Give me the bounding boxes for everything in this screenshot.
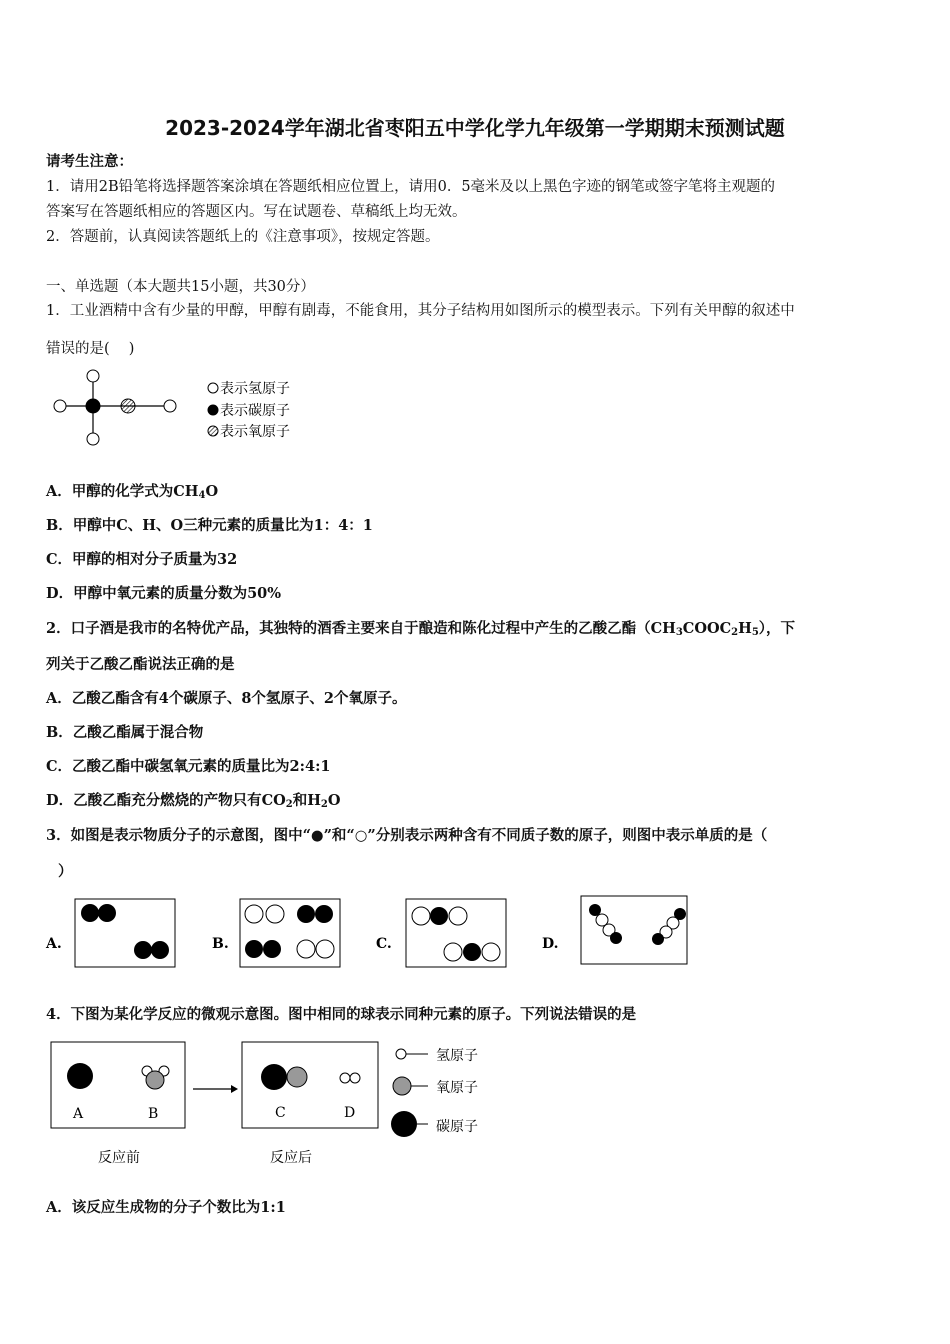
legend-hydrogen-label: 氢原子 — [436, 1048, 478, 1064]
q3-label-b: B. — [212, 936, 229, 952]
q4-after-box — [242, 1042, 378, 1128]
notice-heading: 请考生注意： — [46, 153, 133, 170]
hydrogen-atom — [54, 400, 66, 412]
notice-item-2: 2．答题前，认真阅读答题纸上的《注意事项》，按规定答题。 — [46, 229, 440, 245]
legend-hydrogen-icon — [208, 383, 218, 393]
legend-carbon-label: 碳原子 — [436, 1119, 478, 1135]
legend-oxygen-label: 表示氧原子 — [220, 424, 290, 440]
legend-oxygen-icon — [393, 1077, 411, 1095]
notice-item-1: 1．请用2B铅笔将选择题答案涂填在答题纸相应位置上，请用0．5毫米及以上黑色字迹的钢笔或签字笔将主观题的 — [46, 179, 776, 195]
q4-label-c: C — [275, 1105, 286, 1121]
hydrogen-atom — [87, 370, 99, 382]
carbon-atom — [86, 399, 100, 413]
q4-label-d: D — [344, 1105, 356, 1121]
q2-stem: 2．口子酒是我市的名特优产品，其独特的酒香主要来自于酿造和陈化过程中产生的乙酸乙酯$(CH_3COOC_2H_5)$，下 — [46, 620, 796, 638]
q3-label-a: A. — [46, 936, 62, 952]
q2-stem-cont: 列关于乙酸乙酯说法正确的是 — [46, 656, 235, 673]
q3-label-c: C. — [376, 936, 392, 952]
methanol-model-diagram — [46, 366, 306, 452]
oxygen-atom — [121, 399, 135, 413]
q3-stem-cont: ） — [58, 863, 73, 880]
q4-label-b: B — [148, 1106, 159, 1122]
q4-stem: 4．下图为某化学反应的微观示意图。图中相同的球表示同种元素的原子。下列说法错误的是 — [46, 1006, 637, 1023]
q1-option-b: B．甲醇中C、H、O三种元素的质量比为1：4：1 — [46, 517, 373, 534]
section-heading: 一、单选题（本大题共15小题，共30分） — [46, 279, 315, 295]
q3-label-d: D. — [542, 936, 559, 952]
carbon-atom — [67, 1063, 93, 1089]
q1-option-d: D．甲醇中氧元素的质量分数为50% — [46, 585, 282, 602]
page-title: 2023-2024学年湖北省枣阳五中学化学九年级第一学期期末预测试题 — [165, 116, 785, 140]
q3-stem: 3．如图是表示物质分子的示意图，图中“●”和“○”分别表示两种含有不同质子数的原子，则图中表示单质的是（ — [46, 827, 768, 844]
q4-label-a: A — [73, 1106, 84, 1122]
q2-option-b: B．乙酸乙酯属于混合物 — [46, 724, 204, 741]
q1-stem-cont: 错误的是( ) — [46, 341, 135, 357]
q1-option-a: A．甲醇的化学式为$CH_4O$ — [46, 483, 219, 501]
caption-after: 反应后 — [270, 1150, 312, 1166]
hydrogen-atom — [87, 433, 99, 445]
q2-option-a: A．乙酸乙酯含有4个碳原子、8个氢原子、2个氧原子。 — [46, 690, 407, 707]
legend-carbon-icon — [208, 405, 218, 415]
q3-molecule-options — [40, 893, 700, 973]
q1-option-c: C．甲醇的相对分子质量为32 — [46, 551, 238, 568]
q4-option-a: A．该反应生成物的分子个数比为1:1 — [46, 1199, 286, 1216]
legend-carbon-label: 表示碳原子 — [220, 403, 290, 419]
notice-item-1-cont: 答案写在答题纸相应的答题区内。写在试题卷、草稿纸上均无效。 — [46, 204, 467, 220]
q2-option-d: D．乙酸乙酯充分燃烧的产物只有$CO_2$和$H_2O$ — [46, 792, 341, 810]
hydrogen-atom — [164, 400, 176, 412]
legend-hydrogen-label: 表示氢原子 — [220, 381, 290, 397]
q2-option-c: C．乙酸乙酯中碳氢氧元素的质量比为2:4:1 — [46, 758, 331, 775]
legend-oxygen-icon — [208, 426, 218, 436]
legend-hydrogen-icon — [396, 1049, 406, 1059]
legend-oxygen-label: 氧原子 — [436, 1080, 478, 1096]
legend-carbon-icon — [391, 1111, 417, 1137]
q4-reaction-diagram — [46, 1036, 516, 1171]
caption-before: 反应前 — [98, 1150, 140, 1166]
q1-stem: 1．工业酒精中含有少量的甲醇，甲醇有剧毒，不能食用，其分子结构用如图所示的模型表示。下列有关甲醇的叙述中 — [46, 303, 795, 319]
